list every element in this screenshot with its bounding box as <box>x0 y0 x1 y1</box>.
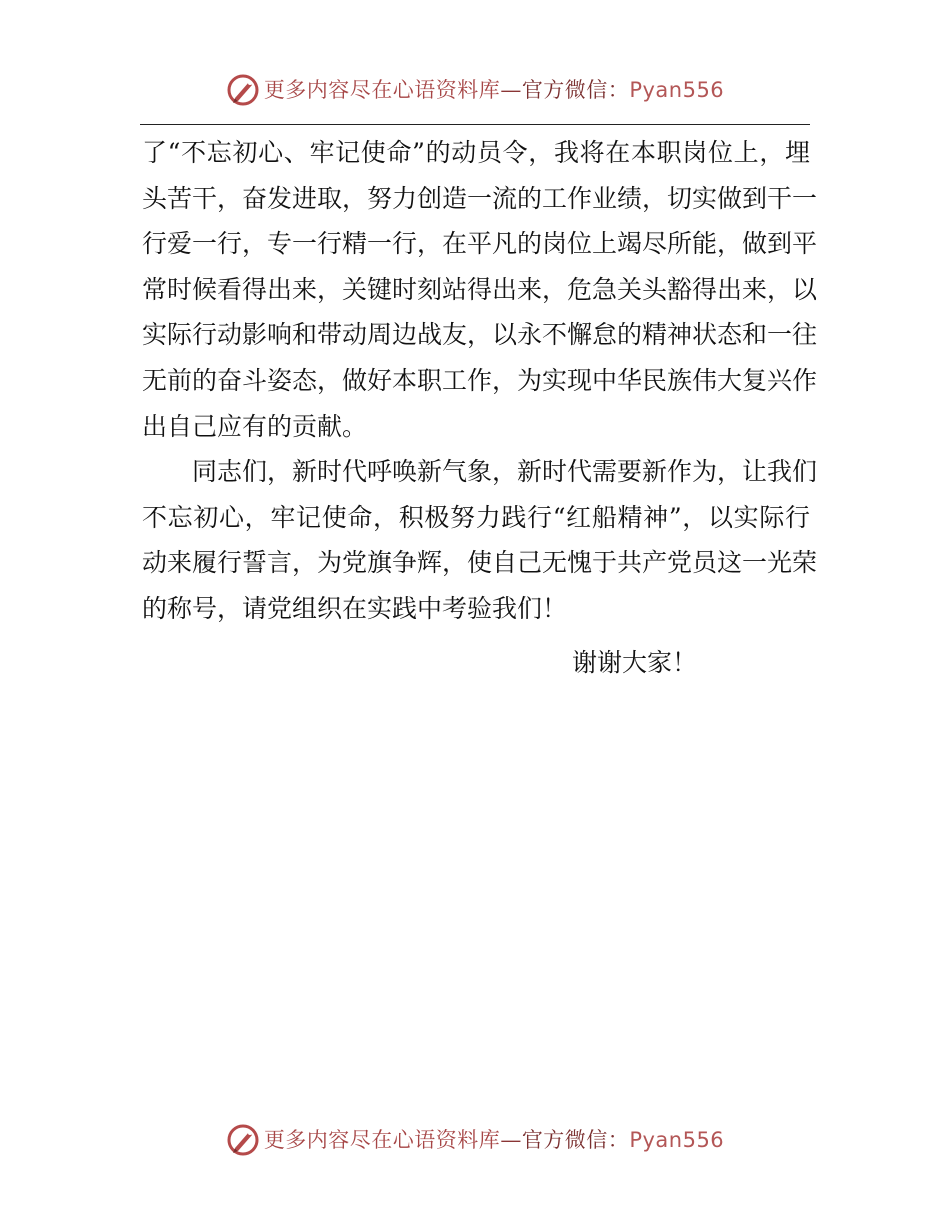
header-brand: 更多内容尽在心语资料库 <box>263 77 501 102</box>
header-divider <box>140 124 810 125</box>
document-body <box>142 130 818 632</box>
header-dash: — <box>500 77 522 102</box>
footer-dash: — <box>500 1127 522 1152</box>
paragraph-1-line: 常时候看得出来，关键时刻站得出来，危急关头豁得出来，以 <box>142 274 818 304</box>
footer-banner <box>0 1120 950 1160</box>
header-text <box>263 77 725 102</box>
pen-logo-icon <box>226 73 260 107</box>
paragraph-2-line: 的称号，请党组织在实践中考验我们！ <box>142 593 568 623</box>
header-wechat-label: 官方微信： <box>521 77 630 102</box>
paragraph-1-line: 实际行动影响和带动周边战友，以永不懈怠的精神状态和一往 <box>142 320 818 350</box>
closing-thanks: 谢谢大家！ <box>572 648 698 677</box>
paragraph-1-line: 出自己应有的贡献。 <box>142 411 368 441</box>
paragraph-2 <box>142 449 818 631</box>
footer-text <box>263 1127 725 1152</box>
pen-logo-icon <box>226 1123 260 1157</box>
paragraph-2-line: 同志们，新时代呼唤新气象，新时代需要新作为，让我们 <box>192 457 818 487</box>
paragraph-2-line: 不忘初心，牢记使命，积极努力践行“红船精神”，以实际行 <box>142 502 810 532</box>
header-wechat-id: Pyan556 <box>629 77 725 102</box>
paragraph-1-line: 了“不忘初心、牢记使命”的动员令，我将在本职岗位上，埋 <box>142 138 810 167</box>
paragraph-1-line: 头苦干，奋发进取，努力创造一流的工作业绩，切实做到干一 <box>142 183 818 213</box>
paragraph-2-line: 动来履行誓言，为党旗争辉，使自己无愧于共产党员这一光荣 <box>142 548 818 578</box>
footer-wechat-label: 官方微信： <box>521 1127 630 1152</box>
paragraph-1-line: 无前的奋斗姿态，做好本职工作，为实现中华民族伟大复兴作 <box>142 365 818 395</box>
footer-brand: 更多内容尽在心语资料库 <box>263 1127 501 1152</box>
paragraph-1-line: 行爱一行，专一行精一行，在平凡的岗位上竭尽所能，做到平 <box>142 229 818 259</box>
paragraph-1 <box>142 130 818 449</box>
footer-wechat-id: Pyan556 <box>629 1127 725 1152</box>
header-banner <box>0 70 950 110</box>
